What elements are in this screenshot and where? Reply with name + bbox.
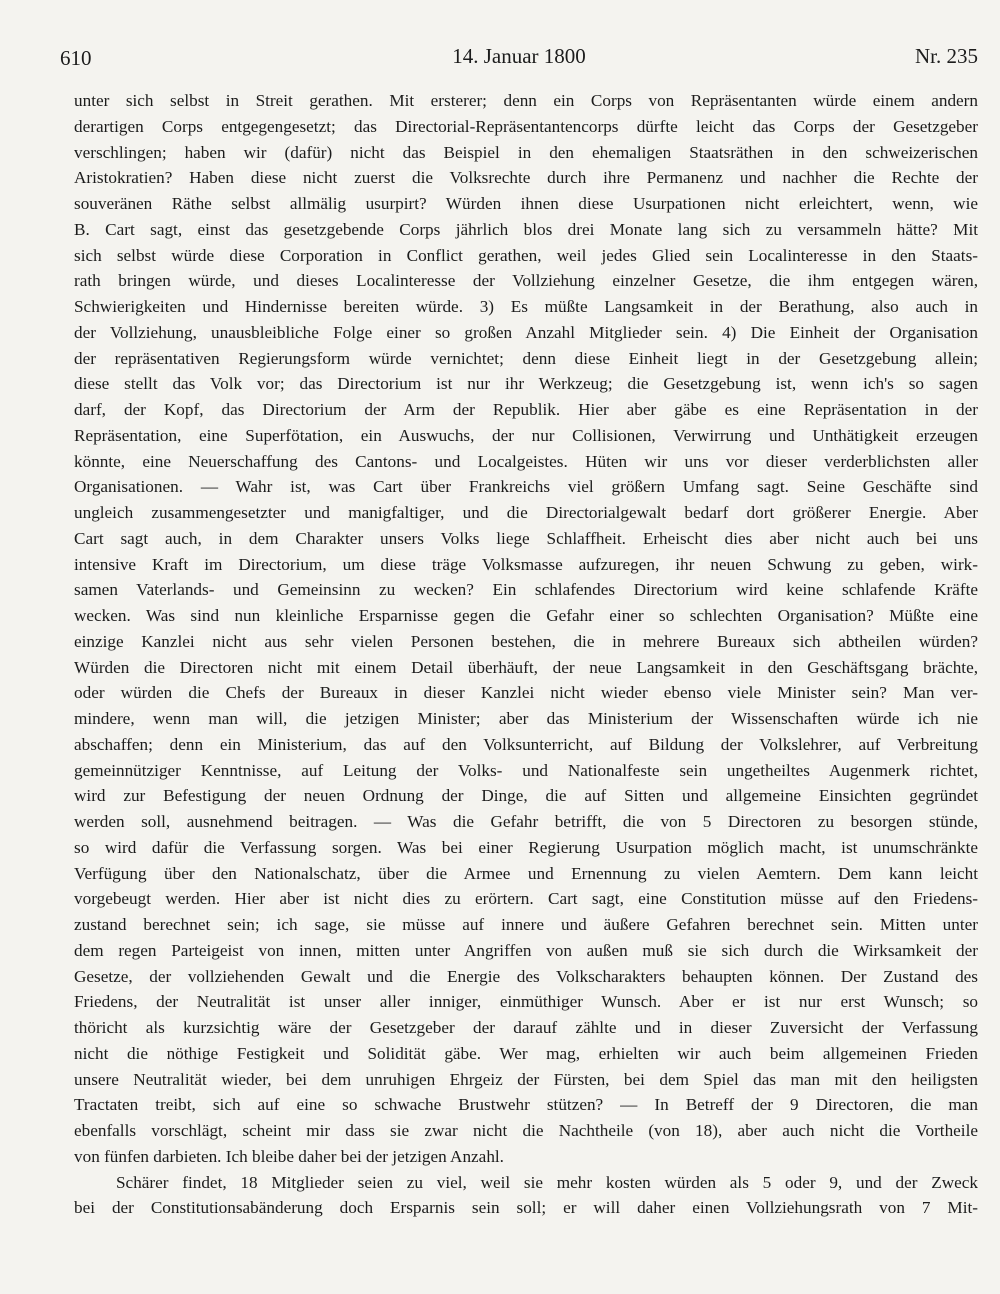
text-line: Verfügung über den Nationalschatz, über die Armee und Ernennung zu vielen Aemtern. Dem kann leicht — [74, 863, 978, 883]
text-line: Aristokratien? Haben diese nicht zuerst die Volksrechte durch ihre Permanenz und nachher die Rechte der — [74, 168, 978, 188]
text-line: bei der Constitutionsabänderung doch Ersparnis sein soll; er will daher einen Vollziehungsrath von 7 Mit- — [74, 1198, 978, 1218]
text-line: zustand berechnet sein; ich sage, sie müsse auf innere und äußere Gefahren berechnet sein. Mitten unter — [74, 915, 978, 934]
text-line: verschlingen; haben wir (dafür) nicht das Beispiel in den ehemaligen Staatsräthen in den schweizerischen — [74, 142, 978, 162]
paragraph-start-line: Schärer findet, 18 Mitglieder seien zu viel, weil sie mehr kosten würden als 5 oder 9, und der Zweck — [116, 1172, 978, 1192]
text-line: werden soll, ausnehmend beitragen. — Was die Gefahr betrifft, die von 5 Directoren zu besorgen stünde, — [74, 812, 978, 831]
text-line: vorgebeugt werden. Hier aber ist nicht dies zu erörtern. Cart sagt, eine Constitution müsse auf den Friedens- — [74, 889, 978, 909]
text-line: Friedens, der Neutralität ist unser aller inniger, einmüthiger Wunsch. Aber er ist nur erst Wunsch; so — [74, 992, 978, 1012]
text-line: oder würden die Chefs der Bureaux in dieser Kanzlei nicht wieder ebenso viele Minister sein? Man ver- — [74, 683, 978, 703]
text-line: derartigen Corps entgegengesetzt; das Directorial-Repräsentantencorps dürfte leicht das Corps der Gesetzgeber — [74, 116, 978, 136]
text-line: Tractaten treibt, sich auf eine so schwache Brustwehr stützen? — In Betreff der 9 Directoren, die man — [74, 1095, 978, 1115]
text-line: Gesetze, der vollziehenden Gewalt und die Energie des Volkscharakters behaupten können. Der Zustand des — [74, 966, 978, 986]
text-line: ungleich zusammengesetzter und manigfaltiger, und die Directorialgewalt bedarf dort größerer Energie. Aber — [74, 503, 978, 522]
text-line: der repräsentativen Regierungsform würde vernichtet; denn diese Einheit liegt in der Gesetzgebung allein; — [74, 348, 978, 368]
body-text — [74, 88, 978, 1221]
text-line: intensive Kraft im Directorium, um diese träge Volksmasse aufzuregen, ihr neuen Schwung zu geben, wirk- — [74, 554, 978, 574]
text-line: rath bringen würde, und dieses Localinteresse der Vollziehung einzelner Gesetze, die ihm entgegen wären, — [74, 271, 978, 291]
text-line: thöricht als kurzsichtig wäre der Gesetzgeber der darauf zählte und in dieser Zuversicht der Verfassung — [74, 1018, 978, 1037]
text-line: diese stellt das Volk vor; das Directorium ist nur ihr Werkzeug; die Gesetzgebung ist, wenn ich's so sagen — [74, 374, 978, 394]
text-line: B. Cart sagt, einst das gesetzgebende Corps jährlich blos drei Monate lang sich zu versammeln hätte? Mit — [74, 219, 978, 239]
text-line: könnte, eine Neuerschaffung des Cantons- und Localgeistes. Hüten wir uns vor dieser verderblichsten aller — [74, 451, 978, 471]
text-line: samen Vaterlands- und Gemeinsinn zu wecken? Ein schlafendes Directorium wird keine schlafende Kräfte — [74, 580, 978, 600]
text-line: einzige Kanzlei nicht aus sehr vielen Personen bestehen, die in mehrere Bureaux sich abtheilen würden? — [74, 631, 978, 651]
text-line: sich selbst würde diese Corporation in Conflict gerathen, weil jedes Glied sein Localinteresse in den Staats- — [74, 245, 978, 265]
text-line: so wird dafür die Verfassung sorgen. Was bei einer Regierung Usurpation möglich macht, ist unumschränkte — [74, 837, 978, 857]
text-line: unsere Neutralität wieder, bei dem unruhigen Ehrgeiz der Fürsten, bei dem Spiel das man mit den heiligsten — [74, 1069, 978, 1089]
running-header — [60, 44, 978, 74]
text-line: Cart sagt auch, in dem Charakter unsers Volks liege Schlaffheit. Erheischt dies aber nicht auch bei uns — [74, 528, 978, 548]
text-line: unter sich selbst in Streit gerathen. Mit ersterer; denn ein Corps von Repräsentanten würde einem andern — [74, 91, 978, 110]
text-line: gemeinnütziger Kenntnisse, auf Leitung der Volks- und Nationalfeste sein ungetheiltes Augenmerk richtet, — [74, 760, 978, 780]
header-date: 14. Januar 1800 — [452, 44, 586, 68]
text-line: dem regen Parteigeist von innen, mitten unter Angriffen von außen muß sie sich durch die Wirksamkeit der — [74, 940, 978, 960]
text-line: Würden die Directoren nicht mit einem Detail überhäuft, der neue Langsamkeit in den Geschäftsgang brächte, — [74, 657, 978, 677]
issue-number: Nr. 235 — [915, 44, 978, 68]
text-line: Organisationen. — Wahr ist, was Cart über Frankreichs viel größern Umfang sagt. Seine Geschäfte sind — [74, 477, 978, 497]
text-line: abschaffen; denn ein Ministerium, das auf den Volksunterricht, auf Bildung der Volkslehrer, auf Verbreitung — [74, 734, 978, 754]
text-line: souveränen Räthe selbst allmälig usurpirt? Würden ihnen diese Usurpationen nicht erleichtert, wenn, wie — [74, 194, 978, 213]
text-line: wecken. Was sind nun kleinliche Ersparnisse gegen die Gefahr einer so schlechten Organisation? Müßte eine — [74, 606, 978, 625]
page-number: 610 — [60, 46, 92, 70]
text-line: wird zur Befestigung der neuen Ordnung der Dinge, die auf Sitten und allgemeine Einsichten gegründet — [74, 786, 978, 806]
text-line: ebenfalls vorschlägt, scheint mir dass sie zwar nicht die Nachtheile (von 18), aber auch nicht die Vortheile — [74, 1121, 978, 1140]
text-line: mindere, wenn man will, die jetzigen Minister; aber das Ministerium der Wissenschaften würde ich nie — [74, 709, 978, 728]
text-line: nicht die nöthige Festigkeit und Solidität gäbe. Wer mag, erhielten wir auch beim allgemeinen Frieden — [74, 1043, 978, 1063]
text-line: der Vollziehung, unausbleibliche Folge einer so großen Anzahl Mitglieder sein. 4) Die Einheit der Organisation — [74, 322, 978, 342]
text-line: Repräsentation, eine Superfötation, ein Auswuchs, der nur Collisionen, Verwirrung und Unthätigkeit erzeugen — [74, 425, 978, 445]
text-line: Schwierigkeiten und Hindernisse bereiten würde. 3) Es müßte Langsamkeit in der Berathung, also auch in — [74, 297, 978, 316]
text-line: darf, der Kopf, das Directorium der Arm der Republik. Hier aber gäbe es eine Repräsentation in der — [74, 400, 978, 419]
paragraph-end-line: von fünfen darbieten. Ich bleibe daher bei der jetzigen Anzahl. — [74, 1146, 504, 1166]
